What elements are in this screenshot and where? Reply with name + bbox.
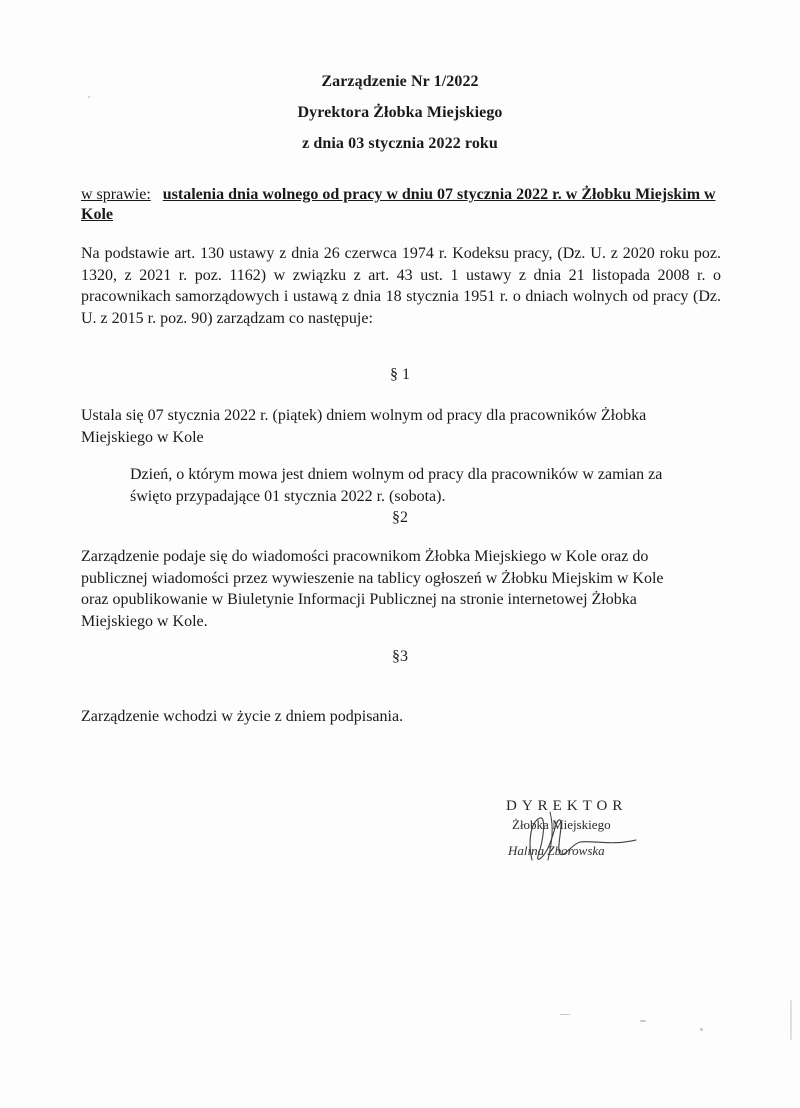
section-1-note: Dzień, o którym mowa jest dniem wolnym od pracy dla pracowników w zamian za święto przypadające 01 stycznia 2022 r. (sobota). — [130, 466, 663, 505]
date-heading: z dnia 03 stycznia 2022 roku — [302, 135, 498, 152]
subject-line — [81, 185, 721, 225]
stamp-org: Żłobka Miejskiego — [512, 817, 611, 832]
stamp-name: Halina Zborowska — [508, 843, 605, 858]
scan-speck — [700, 1028, 703, 1031]
handwritten-signature — [470, 798, 670, 878]
section-1-text: Ustala się 07 stycznia 2022 r. (piątek) dniem wolnym od pracy dla pracowników Żłobka Miejskiego w Kole — [81, 407, 647, 446]
scan-speck — [88, 96, 90, 98]
scan-edge — [790, 1000, 792, 1040]
order-number-heading: Zarządzenie Nr 1/2022 — [321, 73, 479, 90]
issuer-heading: Dyrektora Żłobka Miejskiego — [297, 104, 503, 121]
scan-speck — [560, 1014, 570, 1015]
scan-speck — [640, 1020, 646, 1022]
stamp-title: DYREKTOR — [506, 798, 628, 814]
director-stamp — [470, 798, 670, 878]
section-2-label: §2 — [392, 509, 408, 526]
subject-prefix: w sprawie: — [81, 186, 151, 203]
section-2-text: Zarządzenie podaje się do wiadomości pracownikom Żłobka Miejskiego w Kole oraz do publicznej wiadomości przez wywieszenie na tablicy ogłoszeń w Żłobku Miejskim w Kole oraz opublikowanie w Biuletynie Informacji Publicznej na stronie internetowej Żłobka Miejskiego w Kole. — [81, 548, 664, 630]
section-3-label: §3 — [392, 648, 408, 665]
subject-title: ustalenia dnia wolnego od pracy w dniu 07 stycznia 2022 r. w Żłobku Miejskim w Kole — [81, 186, 716, 223]
section-3-text: Zarządzenie wchodzi w życie z dniem podpisania. — [81, 708, 404, 725]
section-1-label: § 1 — [390, 366, 410, 383]
intro-paragraph: Na podstawie art. 130 ustawy z dnia 26 czerwca 1974 r. Kodeksu pracy, (Dz. U. z 2020 roku poz. 1320, z 2021 r. poz. 1162) w związku z art. 43 ust. 1 ustawy z dnia 21 listopada 2008 r. o pracownikach samorządowych i ustawą z dnia 18 stycznia 1951 r. o dniach wolnych od pracy (Dz. U. z 2015 r. poz. 90) zarządzam co następuje: — [81, 245, 721, 327]
